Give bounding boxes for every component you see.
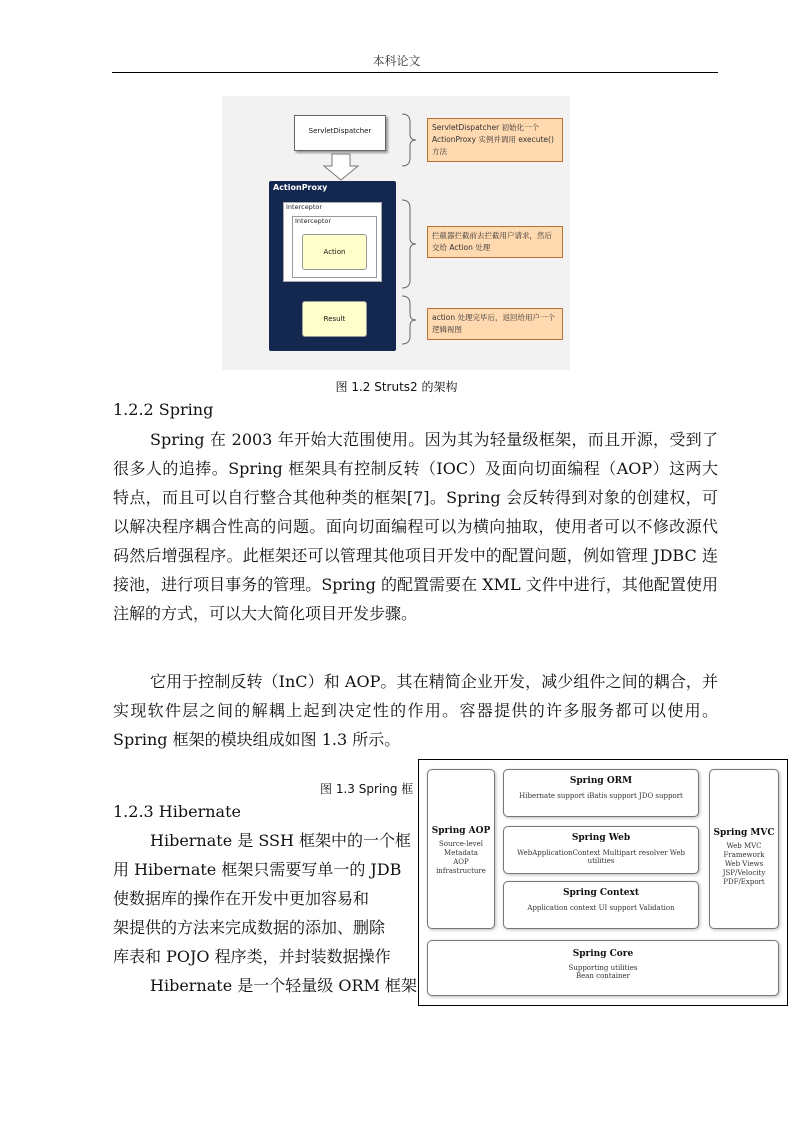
module-title: Spring Web bbox=[571, 833, 631, 843]
module-title: Spring Context bbox=[562, 888, 640, 898]
hibernate-line-1: Hibernate 是 SSH 框架中的一个框 bbox=[150, 831, 412, 850]
hibernate-line-4: 架提供的方法来完成数据的添加、删除 bbox=[113, 918, 386, 937]
hibernate-line-6: Hibernate 是一个轻量级 ORM 框架 bbox=[150, 976, 417, 995]
action-box: Action bbox=[302, 234, 367, 270]
module-line: JSP/Velocity bbox=[722, 869, 766, 877]
result-box: Result bbox=[302, 301, 367, 337]
spring-mvc-module bbox=[709, 769, 779, 929]
figure-1-3-caption: 图 1.3 Spring 框 bbox=[320, 782, 414, 796]
module-subtitle: Bean container bbox=[575, 972, 631, 980]
spring-core-module bbox=[427, 940, 779, 996]
note-interceptor: 拦截器拦截前去拦截用户请求，然后交给 Action 处理 bbox=[427, 226, 563, 258]
section-heading-spring: 1.2.2 Spring bbox=[113, 400, 214, 419]
paragraph-text: Spring 在 2003 年开始大范围使用。因为其为轻量级框架，而且开源，受到了很多人的追捧。Spring 框架具有控制反转（IOC）及面向切面编程（AOP）这两大特点，而且可以自行整合其他种类的框架[7]。Spring 会反转得到对象的创建权，可以解决程序耦合性高的问题。面向切面编程可以为横向抽取，使用者可以不修改源代码然后增强程序。此框架还可以管理其他项目开发中的配置问题，例如管理 JDBC 连接池，进行项目事务的管理。Spring 的配置需要在 XML 文件中进行，其他配置使用注解的方式，可以大大简化项目开发步骤。 bbox=[113, 430, 718, 623]
module-line: Web Views bbox=[724, 860, 764, 868]
spring-paragraph-2 bbox=[113, 667, 718, 754]
spring-paragraph-1 bbox=[113, 425, 718, 628]
hibernate-line-2: 用 Hibernate 框架只需要写单一的 JDB bbox=[113, 860, 402, 879]
interceptor-outer-label: Interceptor bbox=[286, 203, 323, 211]
paragraph-text: 它用于控制反转（InC）和 AOP。其在精简企业开发，减少组件之间的耦合，并实现软件层之间的解耦上起到决定性的作用。容器提供的许多服务都可以使用。Spring 框架的模块组成如图 1.3 所示。 bbox=[113, 672, 718, 749]
note-dispatcher: ServletDispatcher 初始化一个 ActionProxy 实例并调用 execute()方法 bbox=[427, 118, 563, 162]
module-lines bbox=[428, 840, 494, 876]
interceptor-inner-label: Interceptor bbox=[295, 217, 332, 225]
module-line: AOP infrastructure bbox=[436, 858, 486, 875]
page-header-title: 本科论文 bbox=[372, 54, 421, 68]
module-subtitle: Hibernate support iBatis support JDO support bbox=[519, 792, 683, 800]
module-subtitle: WebApplicationContext Multipart resolver Web utilities bbox=[516, 849, 686, 865]
module-line: Framework bbox=[723, 851, 765, 859]
spring-orm-module bbox=[503, 769, 699, 817]
module-line: Web MVC bbox=[726, 842, 762, 850]
module-title: Spring MVC bbox=[713, 828, 775, 838]
module-title: Spring AOP bbox=[431, 826, 491, 836]
servlet-dispatcher-box: ServletDispatcher bbox=[294, 115, 386, 151]
section-heading-hibernate: 1.2.3 Hibernate bbox=[113, 802, 241, 821]
header-rule bbox=[112, 72, 718, 73]
spring-context-module bbox=[503, 881, 699, 929]
module-subtitle: Supporting utilities bbox=[568, 964, 638, 972]
module-title: Spring ORM bbox=[569, 776, 633, 786]
spring-modules-figure bbox=[418, 759, 788, 1006]
note-result: action 处理完毕后，返回给用户一个逻辑视图 bbox=[427, 308, 563, 340]
module-line: Metadata bbox=[444, 849, 478, 857]
module-lines bbox=[710, 842, 778, 887]
module-subtitle: Application context UI support Validation bbox=[527, 904, 675, 912]
spring-web-module bbox=[503, 826, 699, 874]
module-line: PDF/Export bbox=[723, 878, 765, 886]
hibernate-line-3: 使数据库的操作在开发中更加容易和 bbox=[113, 889, 370, 908]
action-proxy-label: ActionProxy bbox=[273, 183, 328, 192]
struts2-architecture-figure bbox=[222, 96, 570, 370]
figure-1-2-caption: 图 1.2 Struts2 的架构 bbox=[335, 380, 458, 394]
spring-aop-module bbox=[427, 769, 495, 929]
module-title: Spring Core bbox=[572, 949, 634, 959]
hibernate-line-5: 库表和 POJO 程序类，并封装数据操作 bbox=[113, 947, 391, 966]
module-line: Source-level bbox=[438, 840, 483, 848]
